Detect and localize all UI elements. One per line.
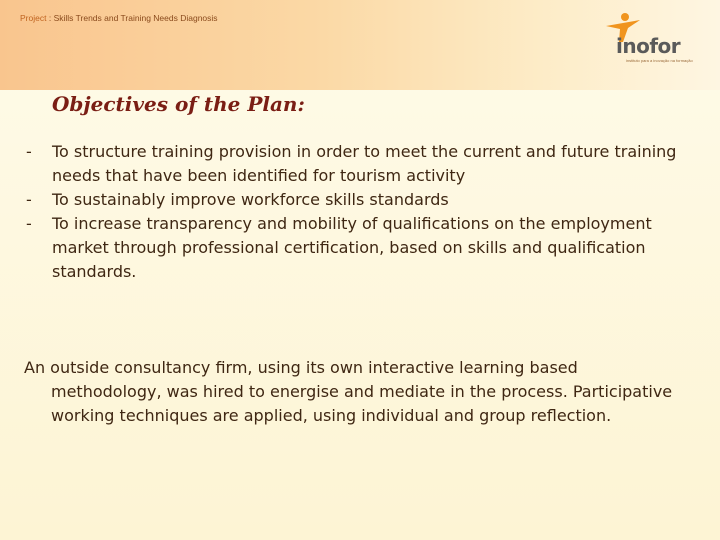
bullet-dash: - <box>26 214 32 233</box>
bullet-text: To sustainably improve workforce skills standards <box>52 190 449 209</box>
project-header <box>20 13 218 23</box>
bullet-dash: - <box>26 142 32 161</box>
logo-tagline: instituto para a inovação na formação <box>626 58 693 63</box>
project-separator: : <box>48 13 52 23</box>
project-name: Skills Trends and Training Needs Diagnosis <box>53 13 218 23</box>
project-label: Project <box>20 13 47 23</box>
bullet-text: To structure training provision in order to meet the current and future training needs that have been identified for tourism activity <box>52 142 677 185</box>
consultancy-paragraph: An outside consultancy firm, using its own interactive learning based methodology, was hired to energise and mediate in the process. Participative working techniques are applied, using individual and group reflection. <box>24 358 673 425</box>
objectives-list <box>24 140 694 284</box>
logo-wordmark: inofor <box>616 34 681 58</box>
slide-title: Objectives of the Plan: <box>52 92 305 116</box>
list-item <box>24 140 694 188</box>
list-item <box>24 188 694 212</box>
inofor-logo <box>604 12 714 68</box>
bullet-text: To increase transparency and mobility of qualifications on the employment market through professional certification, based on skills and qualification standards. <box>52 214 652 281</box>
bullet-dash: - <box>26 190 32 209</box>
list-item <box>24 212 694 284</box>
